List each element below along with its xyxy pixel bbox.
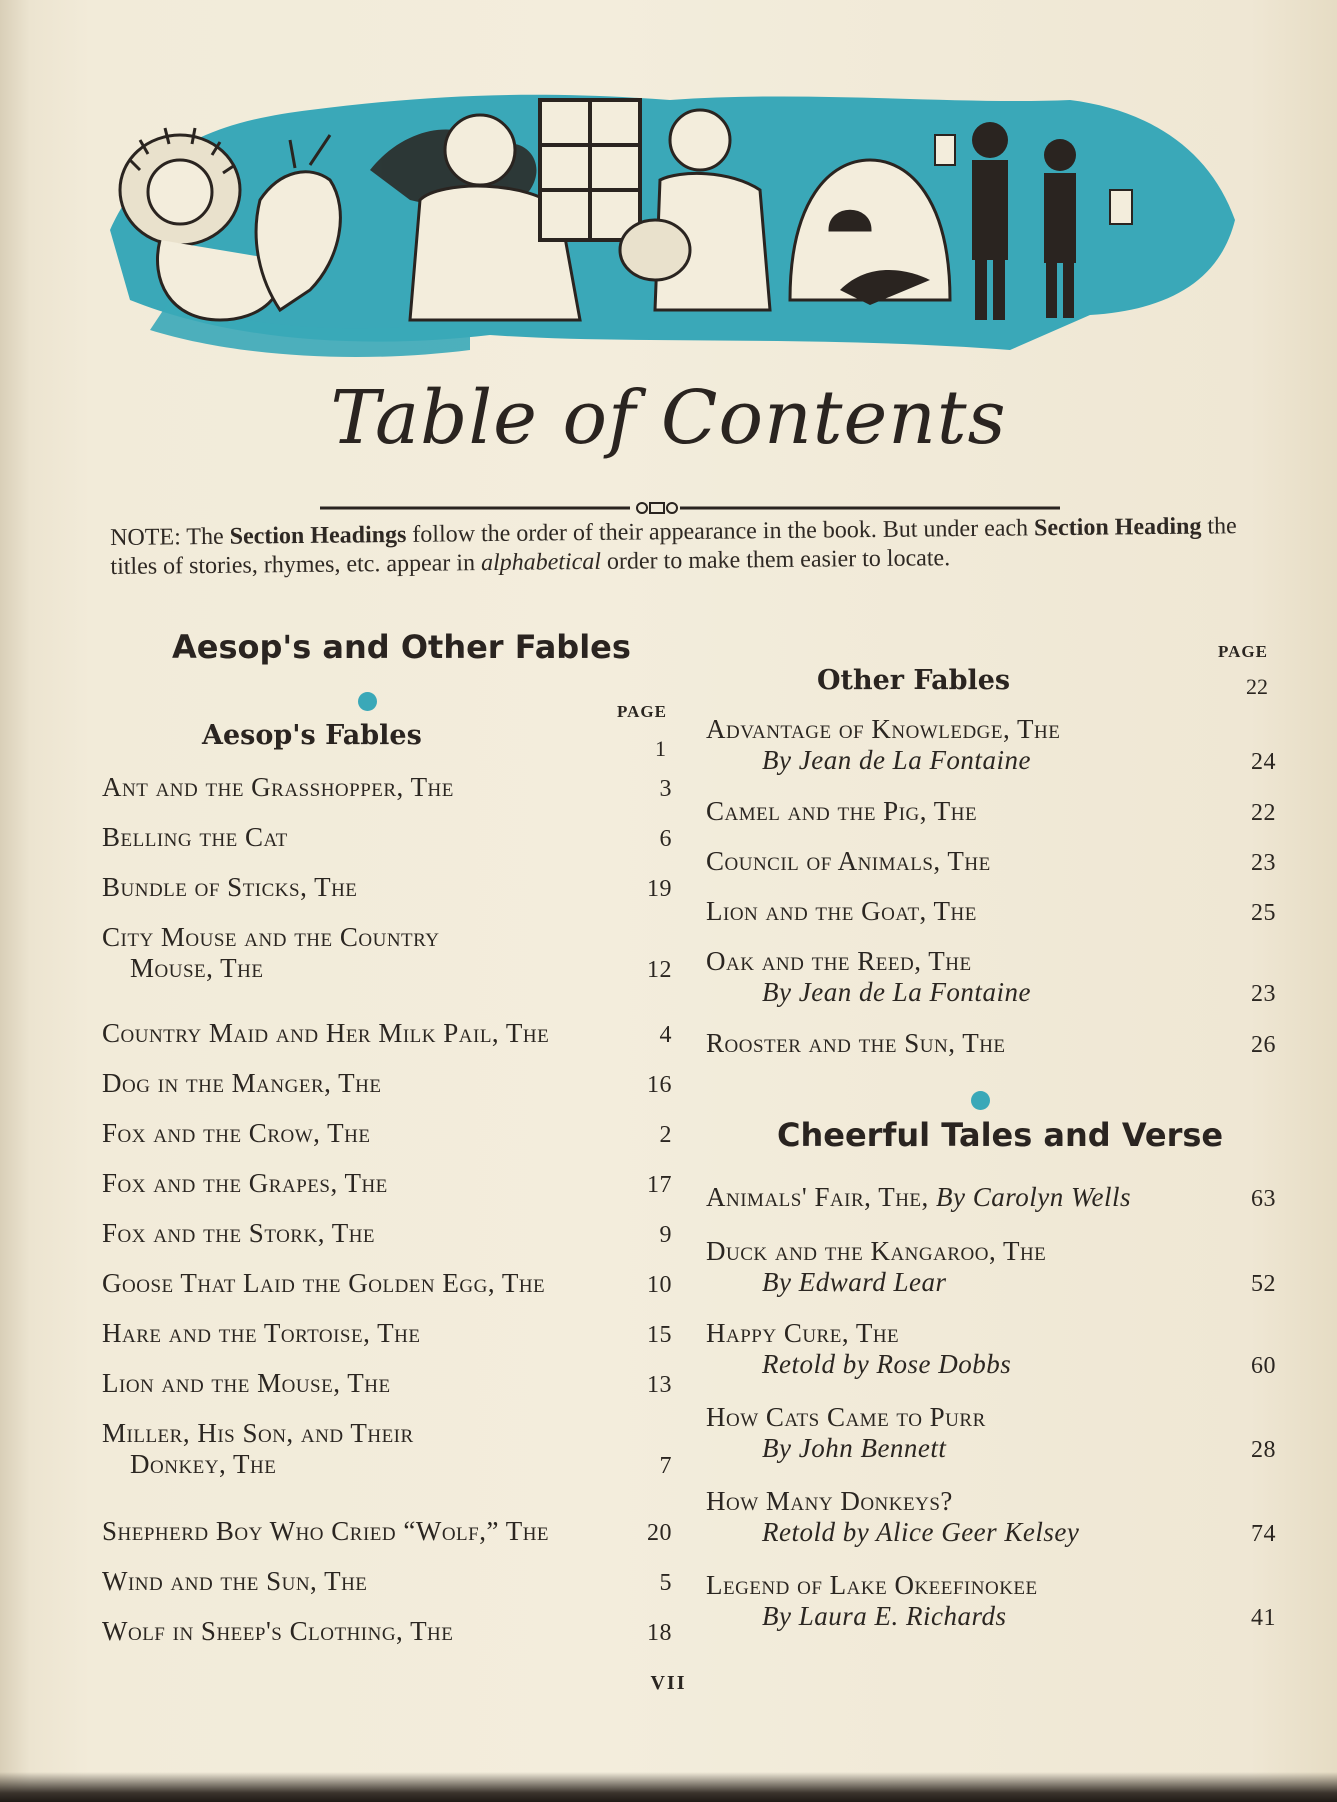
entry-page-number: 12	[647, 957, 672, 983]
toc-entry	[706, 1318, 1276, 1380]
entry-page-number: 60	[1251, 1353, 1276, 1379]
entry-page-number: 10	[647, 1272, 672, 1298]
entry-title: Legend of Lake Okeefinokee	[706, 1570, 1038, 1600]
toc-entry	[102, 822, 672, 853]
entry-title: Lion and the Goat, The	[706, 896, 977, 926]
toc-entry	[706, 1486, 1276, 1548]
entry-title: Dog in the Manger, The	[102, 1068, 382, 1098]
section-dot-icon-2	[971, 1091, 990, 1110]
toc-entry	[102, 1018, 672, 1049]
entry-page-number: 23	[1251, 981, 1276, 1007]
toc-entry	[102, 1068, 672, 1099]
entry-page-number: 17	[647, 1172, 672, 1198]
entry-author: By Carolyn Wells	[936, 1182, 1132, 1212]
entry-page-number: 9	[659, 1222, 672, 1248]
entry-title: Rooster and the Sun, The	[706, 1028, 1006, 1058]
toc-entry	[706, 1028, 1276, 1059]
entry-page-number: 5	[659, 1570, 672, 1596]
entry-title: Fox and the Crow, The	[102, 1118, 371, 1148]
entry-title-continued: Mouse, The	[130, 953, 264, 983]
entry-title: Animals' Fair, The, By Carolyn Wells	[706, 1182, 1132, 1212]
window-figure	[540, 100, 640, 240]
entry-title: Bundle of Sticks, The	[102, 872, 358, 902]
entry-title: How Cats Came to Purr	[706, 1402, 986, 1432]
toc-entry	[102, 1616, 672, 1647]
entry-title: Fox and the Grapes, The	[102, 1168, 388, 1198]
entry-page-number: 6	[659, 826, 672, 852]
toc-entry	[706, 1236, 1276, 1298]
section-dot-icon	[358, 692, 377, 711]
toc-entry	[102, 1418, 672, 1480]
toc-entry	[706, 1402, 1276, 1464]
entry-title: Goose That Laid the Golden Egg, The	[102, 1268, 546, 1298]
entry-page-number: 20	[647, 1520, 672, 1546]
toc-entry	[102, 772, 672, 803]
entry-title: City Mouse and the Country	[102, 922, 440, 952]
entry-page-number: 2	[659, 1122, 672, 1148]
toc-entry	[706, 1182, 1276, 1213]
entry-page-number: 52	[1251, 1271, 1276, 1297]
toc-entry	[706, 796, 1276, 827]
toc-entry	[102, 1318, 672, 1349]
entry-title: Duck and the Kangaroo, The	[706, 1236, 1047, 1266]
toc-entry	[102, 1516, 672, 1547]
entry-page-number: 25	[1251, 900, 1276, 926]
toc-entry	[102, 1368, 672, 1399]
entry-page-number: 19	[647, 876, 672, 902]
toc-entry	[102, 1168, 672, 1199]
entry-page-number: 15	[647, 1322, 672, 1348]
section-heading-cheerful-tales: Cheerful Tales and Verse	[777, 1116, 1224, 1154]
entry-title: Wolf in Sheep's Clothing, The	[102, 1616, 454, 1646]
page-number: VII	[650, 1672, 687, 1694]
sub-heading-page: 1	[655, 736, 666, 761]
sub-heading-aesops-fables: Aesop's Fables	[202, 720, 422, 751]
entry-title: Oak and the Reed, The	[706, 946, 972, 976]
entry-page-number: 4	[659, 1022, 672, 1048]
entry-page-number: 22	[1251, 800, 1276, 826]
entry-title: How Many Donkeys?	[706, 1486, 953, 1516]
entry-page-number: 18	[647, 1620, 672, 1646]
entry-page-number: 63	[1251, 1186, 1276, 1212]
page-column-label: PAGE	[617, 702, 667, 721]
sub-heading-other-fables: Other Fables	[817, 665, 1011, 696]
entry-page-number: 23	[1251, 850, 1276, 876]
entry-author: By John Bennett	[762, 1433, 947, 1463]
toc-entry	[706, 896, 1276, 927]
section-heading-fables: Aesop's and Other Fables	[172, 628, 631, 666]
entry-page-number: 3	[659, 776, 672, 802]
toc-entry	[706, 714, 1276, 776]
entry-author: By Jean de La Fontaine	[762, 977, 1031, 1007]
entry-title: Country Maid and Her Milk Pail, The	[102, 1018, 550, 1048]
entry-title-continued: Donkey, The	[130, 1449, 277, 1479]
entry-title: Council of Animals, The	[706, 846, 991, 876]
entry-title: Fox and the Stork, The	[102, 1218, 376, 1248]
entry-page-number: 7	[659, 1453, 672, 1479]
entry-page-number: 74	[1251, 1521, 1276, 1547]
entry-title: Hare and the Tortoise, The	[102, 1318, 421, 1348]
toc-entry	[102, 922, 672, 984]
entry-page-number: 13	[647, 1372, 672, 1398]
toc-entry	[706, 846, 1276, 877]
entry-page-number: 16	[647, 1072, 672, 1098]
entry-page-number: 26	[1251, 1032, 1276, 1058]
toc-entry	[102, 872, 672, 903]
page-title: Table of Contents	[330, 375, 1007, 461]
entry-author: By Laura E. Richards	[762, 1601, 1007, 1631]
toc-entry	[706, 946, 1276, 1008]
page-edge-shadow	[0, 1772, 1337, 1802]
entry-title: Lion and the Mouse, The	[102, 1368, 391, 1398]
entry-title: Miller, His Son, and Their	[102, 1418, 414, 1448]
toc-entry	[102, 1268, 672, 1299]
entry-author: By Jean de La Fontaine	[762, 745, 1031, 775]
toc-entry	[102, 1218, 672, 1249]
entry-title: Advantage of Knowledge, The	[706, 714, 1061, 744]
entry-page-number: 41	[1251, 1605, 1276, 1631]
entry-title: Shepherd Boy Who Cried “Wolf,” The	[102, 1516, 550, 1546]
entry-author: Retold by Alice Geer Kelsey	[762, 1517, 1080, 1547]
entry-page-number: 24	[1251, 749, 1276, 775]
entry-page-number: 28	[1251, 1437, 1276, 1463]
entry-title: Ant and the Grasshopper, The	[102, 772, 454, 802]
toc-entry	[102, 1118, 672, 1149]
toc-entry	[102, 1566, 672, 1597]
entry-title: Camel and the Pig, The	[706, 796, 978, 826]
entry-author: By Edward Lear	[762, 1267, 947, 1297]
header-illustration	[110, 80, 1240, 365]
toc-entry	[706, 1570, 1276, 1632]
entry-title: Wind and the Sun, The	[102, 1566, 368, 1596]
note-paragraph: NOTE: The Section Headings follow the order of their appearance in the book. But under each Section Heading the titles of stories, rhymes, etc. appear in alphabetical order to make them easier to locate.	[110, 513, 1237, 580]
sub-heading-page-right: 22	[1246, 674, 1268, 699]
entry-title: Happy Cure, The	[706, 1318, 900, 1348]
entry-title: Belling the Cat	[102, 822, 288, 852]
entry-author: Retold by Rose Dobbs	[762, 1349, 1012, 1379]
page-column-label-right: PAGE	[1218, 642, 1268, 661]
